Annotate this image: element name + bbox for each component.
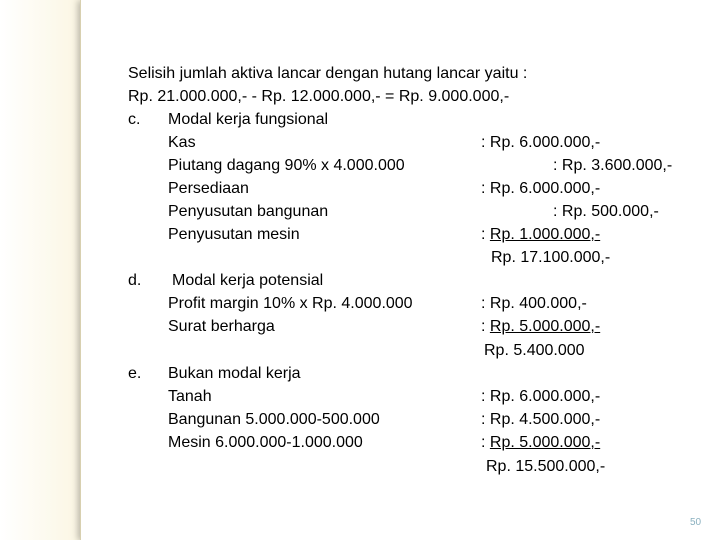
section-c-item-label: Penyusutan bangunan xyxy=(168,203,329,220)
section-c-item-label: Kas xyxy=(168,134,196,151)
section-c-item-value: : Rp. 3.600.000,- xyxy=(553,157,673,174)
page-number: 50 xyxy=(690,517,702,528)
section-c-item-label: Piutang dagang 90% x 4.000.000 xyxy=(168,157,405,174)
section-d-item-value xyxy=(481,317,600,337)
section-e-total: Rp. 15.500.000,- xyxy=(486,458,606,475)
section-d-marker: d. xyxy=(128,272,142,289)
section-c-item-label: Persediaan xyxy=(168,180,249,197)
section-c-item-value: : Rp. 6.000.000,- xyxy=(481,134,601,151)
section-e-title: Bukan modal kerja xyxy=(168,365,301,382)
left-decorative-band xyxy=(0,0,80,540)
intro-line-1: Selisih jumlah aktiva lancar dengan hutang lancar yaitu : xyxy=(128,65,528,82)
section-e-item-value: : Rp. 6.000.000,- xyxy=(481,388,601,405)
section-c-title: Modal kerja fungsional xyxy=(168,111,329,128)
section-e-item-label: Tanah xyxy=(168,388,212,405)
section-e-marker: e. xyxy=(128,365,142,382)
section-e-item-label: Mesin 6.000.000-1.000.000 xyxy=(168,434,363,451)
intro-line-2: Rp. 21.000.000,- - Rp. 12.000.000,- = Rp. 9.000.000,- xyxy=(128,88,510,105)
section-c-item-value: : Rp. 6.000.000,- xyxy=(481,180,601,197)
value-prefix: : xyxy=(481,318,490,335)
value-prefix: : xyxy=(481,434,490,451)
section-d-item-label: Surat berharga xyxy=(168,318,275,335)
underlined-value: Rp. 1.000.000,- xyxy=(489,226,601,243)
section-c-marker: c. xyxy=(128,111,141,128)
section-d-item-label: Profit margin 10% x Rp. 4.000.000 xyxy=(168,295,413,312)
section-c-total: Rp. 17.100.000,- xyxy=(491,249,611,266)
underlined-value: Rp. 5.000.000,- xyxy=(489,318,601,335)
section-c-item-label: Penyusutan mesin xyxy=(168,226,300,243)
section-e-item-label: Bangunan 5.000.000-500.000 xyxy=(168,411,380,428)
section-c-item-value xyxy=(481,225,600,245)
section-d-total: Rp. 5.400.000 xyxy=(484,342,585,359)
section-e-item-value: : Rp. 4.500.000,- xyxy=(481,411,601,428)
section-d-item-value: : Rp. 400.000,- xyxy=(481,295,587,312)
section-c-item-value: : Rp. 500.000,- xyxy=(553,203,659,220)
section-e-item-value xyxy=(481,433,600,453)
value-prefix: : xyxy=(481,226,490,243)
section-d-title: Modal kerja potensial xyxy=(172,272,324,289)
underlined-value: Rp. 5.000.000,- xyxy=(489,434,601,451)
